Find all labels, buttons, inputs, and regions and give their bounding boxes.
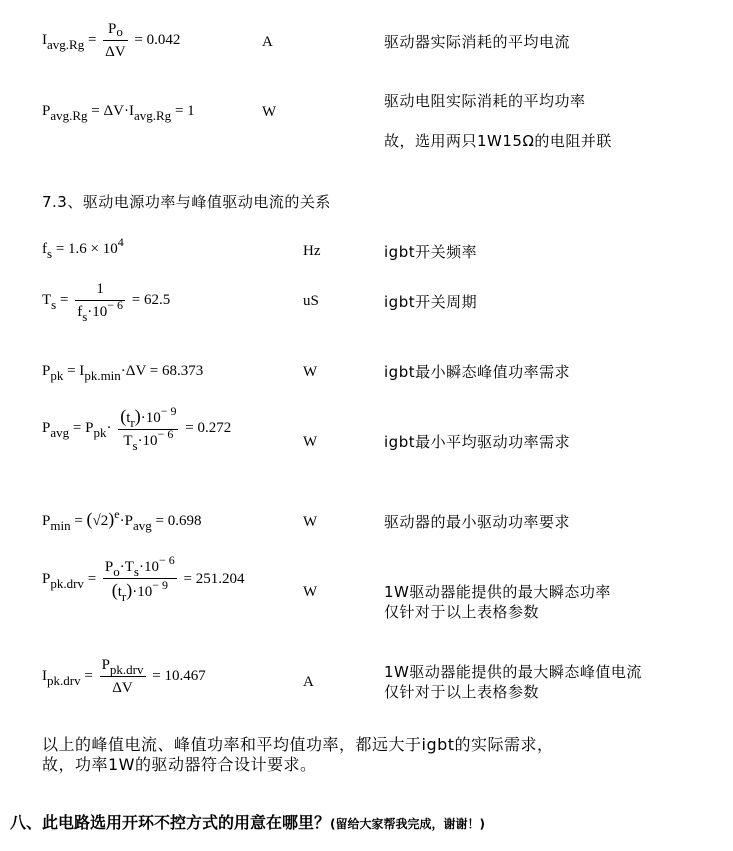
value: 10.467	[164, 667, 206, 684]
description: 仅针对于以上表格参数	[384, 603, 540, 621]
description: 驱动器的最小驱动功率要求	[384, 513, 571, 531]
description: 驱动电阻实际消耗的平均功率	[384, 92, 586, 110]
formula-iavg-rg: Iavg.Rg = $\frac{Po}{\Delta V}$ = 0.042	[42, 21, 181, 60]
question-note: (留给大家帮我完成，谢谢！)	[330, 817, 485, 831]
formula-ppk-drv: Ppk.drv = $\frac{Po\cdot Ts\cdot 10^{- 6}}{(tr)\cdot 10^{- 9}}$ = 251.204	[42, 553, 245, 604]
description: igbt开关频率	[384, 243, 478, 261]
formula-pavg: Pavg = Ppk· $\frac{(tr)\cdot 10^{- 9}}{Ts\cdot 10^{- 6}}$ = 0.272	[42, 404, 232, 453]
unit-label: uS	[303, 293, 319, 309]
value: 1	[187, 103, 195, 119]
value: 0.698	[167, 513, 202, 529]
value: 0.272	[197, 419, 232, 436]
unit-label: W	[303, 514, 318, 530]
formula-pmin: $Pmin = (√2)^e\cdot Pavg = 0.698$	[42, 507, 202, 533]
value: 0.042	[146, 31, 181, 48]
unit-label: A	[262, 34, 273, 50]
unit-label: W	[303, 434, 318, 450]
description: 仅针对于以上表格参数	[384, 683, 540, 701]
unit-label: W	[303, 364, 318, 380]
description: 驱动器实际消耗的平均电流	[384, 33, 571, 51]
value: 251.204	[195, 570, 245, 587]
value: 1.6 × 10	[68, 241, 118, 257]
description: 故，选用两只1W15Ω的电阻并联	[384, 132, 612, 150]
value: 62.5	[144, 291, 171, 308]
value: 68.373	[161, 363, 204, 379]
description: igbt最小瞬态峰值功率需求	[384, 363, 571, 381]
conclusion-line: 以上的峰值电流、峰值功率和平均值功率，都远大于igbt的实际需求，	[42, 735, 554, 754]
unit-label: W	[303, 584, 318, 600]
formula-ts: Ts = $\frac{1}{fs\cdot 10^{- 6}}$ = 62.5	[42, 281, 171, 324]
formula-fs: fs = $1.6 \times 10^4$	[42, 235, 124, 261]
unit-label: W	[262, 104, 277, 120]
description: 1W驱动器能提供的最大瞬态功率	[384, 583, 611, 601]
formula-ipk-drv: Ipk.drv = $\frac{\text{Ppk.drv}}{\Delta V}$ = 10.467	[42, 657, 206, 696]
formula-pavg-rg: Pavg.Rg = ΔV·Iavg.Rg = 1	[42, 103, 195, 123]
question-title: 八、此电路选用开环不控方式的用意在哪里？	[10, 813, 331, 832]
description: igbt最小平均驱动功率需求	[384, 433, 571, 451]
conclusion-line: 故，功率1W的驱动器符合设计要求。	[42, 755, 317, 774]
description: igbt开关周期	[384, 293, 478, 311]
question-heading	[10, 810, 485, 833]
description: 1W驱动器能提供的最大瞬态峰值电流	[384, 663, 642, 681]
unit-label: Hz	[303, 243, 321, 259]
section-title: 7.3、驱动电源功率与峰值驱动电流的关系	[42, 193, 331, 211]
unit-label: A	[303, 674, 314, 690]
formula-ppk: Ppk = Ipk.min·ΔV = 68.373	[42, 363, 204, 383]
